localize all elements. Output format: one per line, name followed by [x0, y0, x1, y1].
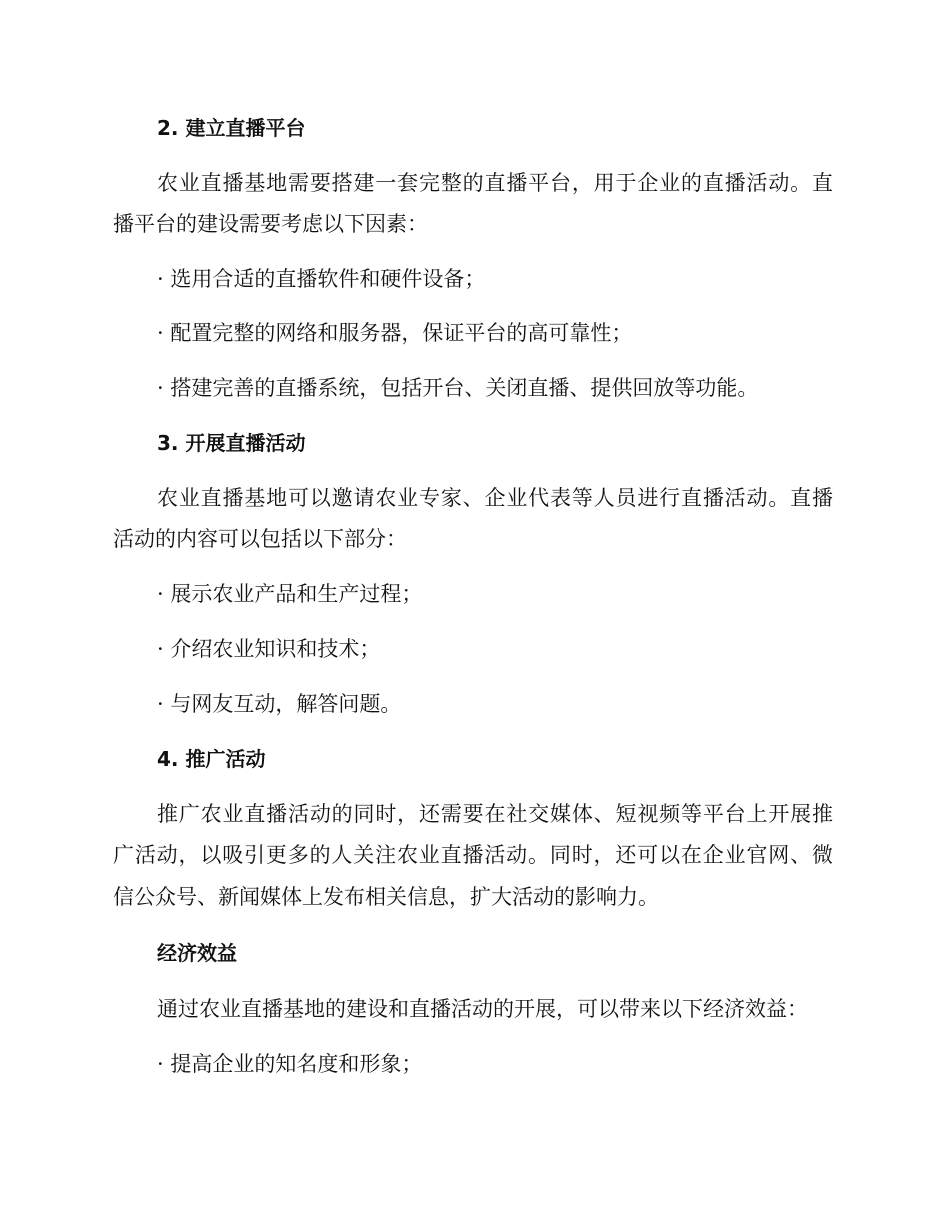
bullet-item: · 选用合适的直播软件和硬件设备； — [157, 267, 486, 291]
paragraph-line: 通过农业直播基地的建设和直播活动的开展，可以带来以下经济效益： — [157, 997, 808, 1021]
bullet-item: · 提高企业的知名度和形象； — [157, 1052, 423, 1076]
bullet-item: · 配置完整的网络和服务器，保证平台的高可靠性； — [157, 321, 633, 345]
paragraph-line: 推广农业直播活动的同时，还需要在社交媒体、短视频等平台上开展推 — [157, 802, 833, 826]
section-heading: 3. 开展直播活动 — [157, 431, 306, 455]
bullet-item: · 展示农业产品和生产过程； — [157, 582, 423, 606]
paragraph-line: 活动的内容可以包括以下部分： — [113, 527, 407, 551]
paragraph-line: 农业直播基地需要搭建一套完整的直播平台，用于企业的直播活动。直 — [157, 171, 833, 195]
bullet-item: · 与网友互动，解答问题。 — [157, 692, 402, 716]
bullet-item: · 搭建完善的直播系统，包括开台、关闭直播、提供回放等功能。 — [157, 376, 759, 400]
section-heading: 2. 建立直播平台 — [157, 116, 306, 140]
paragraph-line: 信公众号、新闻媒体上发布相关信息，扩大活动的影响力。 — [113, 885, 659, 909]
paragraph-line: 农业直播基地可以邀请农业专家、企业代表等人员进行直播活动。直播 — [157, 486, 833, 510]
paragraph-line: 广活动，以吸引更多的人关注农业直播活动。同时，还可以在企业官网、微 — [113, 843, 833, 867]
section-heading: 经济效益 — [157, 941, 237, 965]
paragraph-line: 播平台的建设需要考虑以下因素： — [113, 212, 428, 236]
section-heading: 4. 推广活动 — [157, 747, 266, 771]
bullet-item: · 介绍农业知识和技术； — [157, 637, 381, 661]
